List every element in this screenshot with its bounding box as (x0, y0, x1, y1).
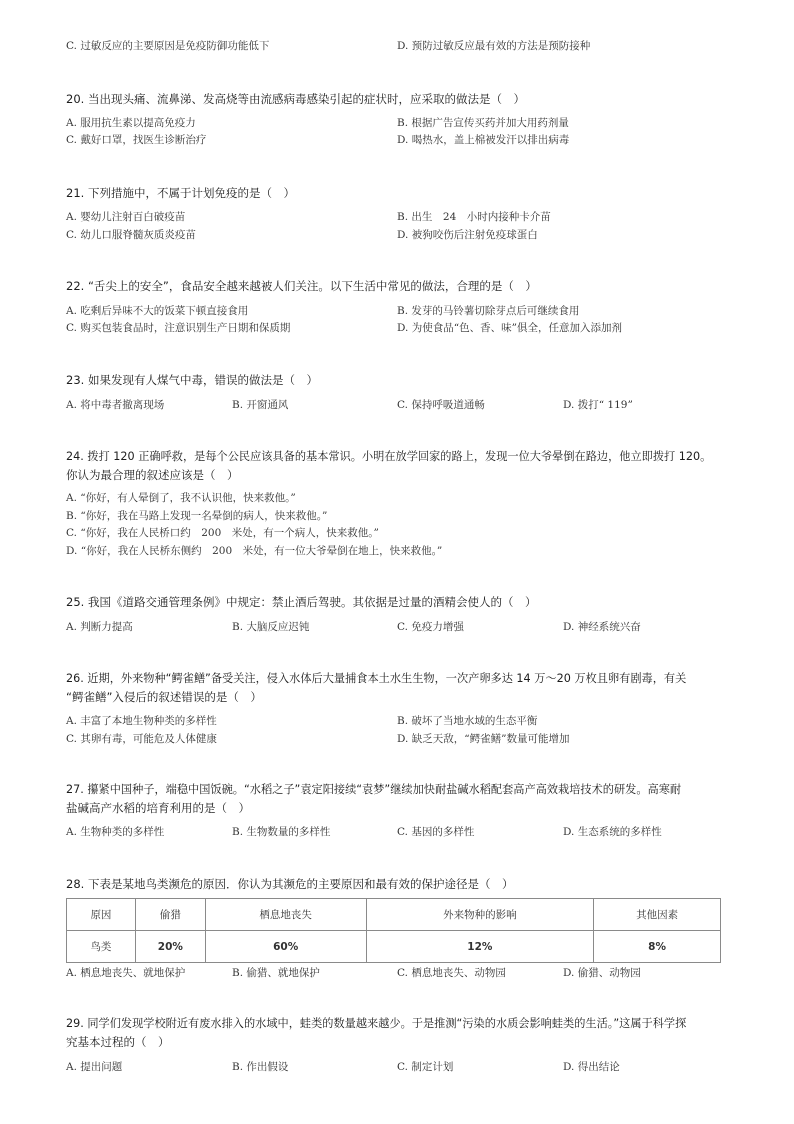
q27-stem-line2: 盐碱高产水稻的培育利用的是（ ） (66, 801, 250, 815)
table-cell: 鸟类 (67, 931, 136, 963)
q27-stem-line1: 27. 攥紧中国种子，端稳中国饭碗。“水稻之子”袁定阳接续“袁梦”继续加快耐盐碱水稻配套高产高效栽培技术的研发。高寒耐 (66, 783, 682, 796)
table-cell: 8% (594, 931, 721, 963)
table-header-cell: 原因 (67, 899, 136, 931)
table-cell: 12% (366, 931, 594, 963)
q23-stem: 23. 如果发现有人煤气中毒，错误的做法是（ ） (66, 373, 318, 387)
q27-option-d[interactable]: D. 生态系统的多样性 (563, 826, 662, 838)
q23-option-d[interactable]: D. 拨打“ 119” (563, 399, 633, 411)
q29-option-a[interactable]: A. 提出问题 (66, 1061, 123, 1073)
q27-option-a[interactable]: A. 生物种类的多样性 (66, 826, 165, 838)
q26-stem-line2: “鳄雀鳝”入侵后的叙述错误的是（ ） (66, 690, 262, 704)
table-header-cell: 偷猎 (135, 899, 205, 931)
q28-option-c[interactable]: C. 栖息地丧失、动物园 (397, 967, 506, 979)
q21-option-d[interactable]: D. 被狗咬伤后注射免疫球蛋白 (397, 229, 538, 241)
q24-stem-line1: 24. 拨打 120 正确呼救，是每个公民应该具备的基本常识。小明在放学回家的路上，发现一位大爷晕倒在路边，他立即拨打 120。 (66, 450, 712, 463)
table-header-cell: 外来物种的影响 (366, 899, 594, 931)
q23-option-c[interactable]: C. 保持呼吸道通畅 (397, 399, 485, 411)
q26-stem-line1: 26. 近期，外来物种“鳄雀鳝”备受关注，侵入水体后大量捕食本土水生生物，一次产卵多达 14 万～20 万枚且卵有剧毒，有关 (66, 672, 687, 685)
q23-option-b[interactable]: B. 开窗通风 (232, 399, 289, 411)
q19-option-c[interactable]: C. 过敏反应的主要原因是免疫防御功能低下 (66, 40, 270, 52)
q20-option-c[interactable]: C. 戴好口罩，找医生诊断治疗 (66, 134, 207, 146)
q21-option-c[interactable]: C. 幼儿口服脊髓灰质炎疫苗 (66, 229, 196, 241)
table-header-cell: 其他因素 (594, 899, 721, 931)
q21-option-a[interactable]: A. 婴幼儿注射百白破疫苗 (66, 211, 186, 223)
q24-option-a[interactable]: A. “你好，有人晕倒了，我不认识他，快来救他。” (66, 492, 296, 504)
q22-stem: 22. “舌尖上的安全”，食品安全越来越被人们关注。以下生活中常见的做法，合理的是（ ） (66, 279, 537, 293)
q20-stem: 20. 当出现头痛、流鼻涕、发高烧等由流感病毒感染引起的症状时，应采取的做法是（ ） (66, 92, 525, 106)
q22-option-c[interactable]: C. 购买包装食品时，注意识别生产日期和保质期 (66, 322, 291, 334)
q21-stem: 21. 下列措施中，不属于计划免疫的是（ ） (66, 186, 295, 200)
q29-option-c[interactable]: C. 制定计划 (397, 1061, 454, 1073)
q25-option-b[interactable]: B. 大脑反应迟钝 (232, 621, 310, 633)
q25-option-a[interactable]: A. 判断力提高 (66, 621, 133, 633)
q24-option-d[interactable]: D. “你好，我在人民桥东侧约 200 米处，有一位大爷晕倒在地上，快来救他。” (66, 545, 443, 557)
q27-option-b[interactable]: B. 生物数量的多样性 (232, 826, 331, 838)
q25-option-d[interactable]: D. 神经系统兴奋 (563, 621, 641, 633)
q29-stem-line1: 29. 同学们发现学校附近有废水排入的水域中，蛙类的数量越来越少。于是推测“污染的水质会影响蛙类的生活。”这属于科学探 (66, 1017, 687, 1030)
q29-stem-line2: 究基本过程的（ ） (66, 1035, 170, 1049)
q28-option-b[interactable]: B. 偷猎、就地保护 (232, 967, 320, 979)
q20-option-b[interactable]: B. 根据广告宣传买药并加大用药剂量 (397, 117, 569, 129)
q26-option-b[interactable]: B. 破坏了当地水域的生态平衡 (397, 715, 538, 727)
q19-option-d[interactable]: D. 预防过敏反应最有效的方法是预防接种 (397, 40, 591, 52)
table-header-row (67, 899, 721, 931)
q23-option-a[interactable]: A. 将中毒者撤离现场 (66, 399, 165, 411)
q25-stem: 25. 我国《道路交通管理条例》中规定：禁止酒后驾驶。其依据是过量的酒精会使人的（ ） (66, 595, 537, 609)
q20-option-a[interactable]: A. 服用抗生素以提高免疫力 (66, 117, 196, 129)
q26-option-d[interactable]: D. 缺乏天敌，“鳄雀鳝”数量可能增加 (397, 733, 570, 745)
q28-option-d[interactable]: D. 偷猎、动物园 (563, 967, 641, 979)
q24-stem-line2: 你认为最合理的叙述应该是（ ） (66, 468, 239, 482)
q28-stem: 28. 下表是某地鸟类濒危的原因．你认为其濒危的主要原因和最有效的保护途径是（ ） (66, 877, 514, 891)
q29-option-b[interactable]: B. 作出假设 (232, 1061, 289, 1073)
q25-option-c[interactable]: C. 免疫力增强 (397, 621, 464, 633)
q26-option-c[interactable]: C. 其卵有毒，可能危及人体健康 (66, 733, 217, 745)
table-row (67, 931, 721, 963)
q24-option-c[interactable]: C. “你好，我在人民桥口约 200 米处，有一个病人，快来救他。” (66, 527, 379, 539)
q20-option-d[interactable]: D. 喝热水，盖上棉被发汗以排出病毒 (397, 134, 570, 146)
table-header-cell: 栖息地丧失 (205, 899, 366, 931)
q28-option-a[interactable]: A. 栖息地丧失、就地保护 (66, 967, 186, 979)
q24-option-b[interactable]: B. “你好，我在马路上发现一名晕倒的病人，快来救他。” (66, 510, 328, 522)
q28-table (66, 898, 721, 963)
q27-option-c[interactable]: C. 基因的多样性 (397, 826, 475, 838)
q22-option-b[interactable]: B. 发芽的马铃薯切除芽点后可继续食用 (397, 305, 580, 317)
q26-option-a[interactable]: A. 丰富了本地生物种类的多样性 (66, 715, 217, 727)
table-cell: 20% (135, 931, 205, 963)
q22-option-a[interactable]: A. 吃剩后异味不大的饭菜下顿直接食用 (66, 305, 249, 317)
q21-option-b[interactable]: B. 出生 24 小时内接种卡介苗 (397, 211, 551, 223)
q22-option-d[interactable]: D. 为使食品“色、香、味”俱全，任意加入添加剂 (397, 322, 622, 334)
q29-option-d[interactable]: D. 得出结论 (563, 1061, 620, 1073)
table-cell: 60% (205, 931, 366, 963)
